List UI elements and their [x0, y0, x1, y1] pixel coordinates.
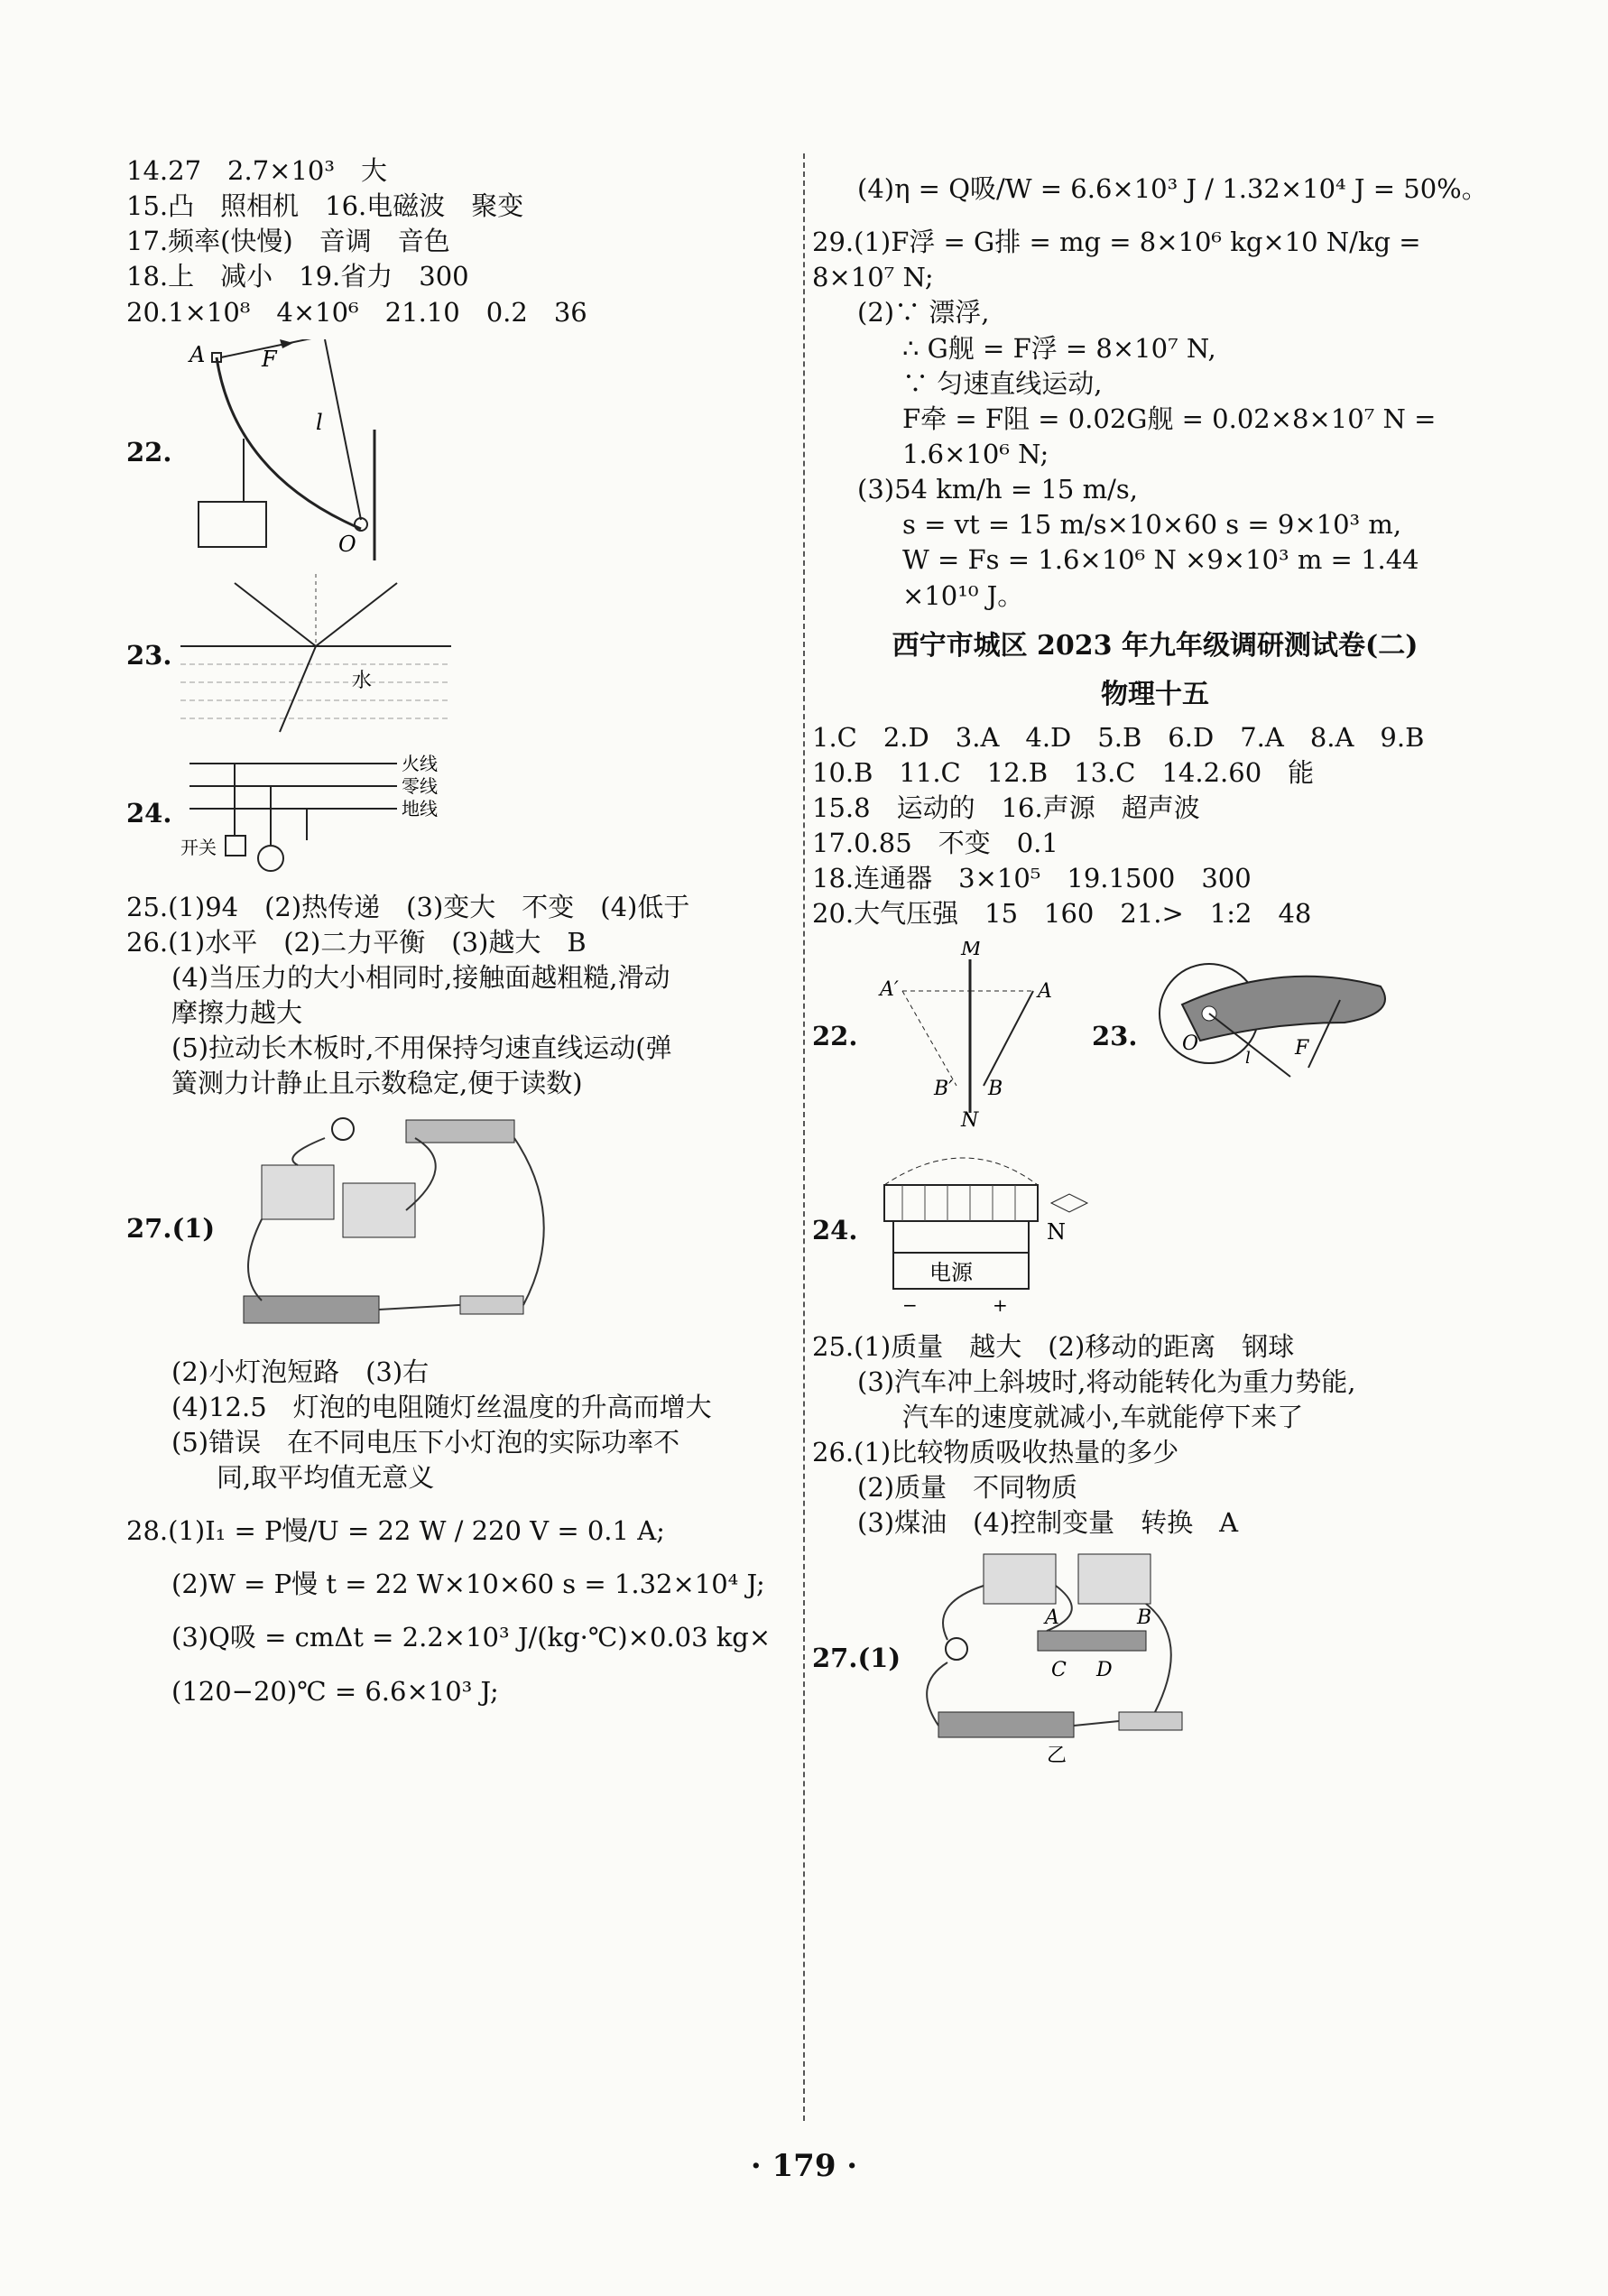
label-n: N: [961, 1108, 979, 1131]
figures-22-23: 22. M A′ A B′ B N 23. O F l: [812, 941, 1498, 1131]
answer-25-c: 汽车的速度就减小,车就能停下来了: [902, 1401, 1304, 1432]
label-a: A: [1045, 1606, 1059, 1630]
answer-25: 25.(1)94 (2)热传递 (3)变大 不变 (4)低于: [126, 891, 690, 922]
answer-17: 17.频率(快慢) 音调 音色: [126, 226, 450, 257]
answer-25-b: (3)汽车冲上斜坡时,将动能转化为重力势能,: [857, 1366, 1356, 1397]
column-divider: [803, 153, 805, 2121]
figure-27-circuit: 27.(1) A B C D 乙: [812, 1550, 1498, 1766]
answer-26-d: (5)拉动长木板时,不用保持匀速直线运动(弹: [171, 1032, 672, 1064]
answer-26-a: 26.(1)比较物质吸收热量的多少: [812, 1436, 1179, 1467]
refraction-diagram: [180, 574, 451, 736]
answer-29-b: (2)∵ 漂浮,: [857, 297, 990, 329]
neutral-wire-label: 零线: [402, 774, 438, 797]
circuit-photo-diagram: [226, 1111, 605, 1346]
answer-28-b: (2)W = P慢 t = 22 W×10×60 s = 1.32×10⁴ J;: [171, 1569, 765, 1600]
label-a: A: [1038, 979, 1052, 1003]
label-d: D: [1096, 1659, 1113, 1682]
right-column: [812, 171, 1498, 1775]
figure-24-wiring: 24. 火线 零线 地线 开关: [126, 745, 794, 881]
label-b: B: [988, 1077, 1003, 1100]
plus-label: +: [993, 1293, 1008, 1316]
label-l: l: [1245, 1048, 1251, 1068]
figure-27-circuit: 27.(1): [126, 1111, 794, 1346]
switch-label: 开关: [180, 836, 217, 858]
answer-29-c: ∴ G舰 = F浮 = 8×10⁷ N,: [902, 332, 1216, 364]
answers-15-16: 15.8 运动的 16.声源 超声波: [812, 792, 1200, 823]
door-handle-lever-diagram: [1146, 950, 1408, 1122]
answer-28-d: (120−20)℃ = 6.6×10³ J;: [171, 1675, 499, 1707]
circuit-photo-diagram-2: [911, 1550, 1218, 1766]
answer-27-c: (4)12.5 灯泡的电阻随灯丝温度的升高而增大: [171, 1391, 712, 1422]
answer-26-b: (2)质量 不同物质: [857, 1472, 1078, 1504]
label-b-prime: B′: [934, 1077, 954, 1100]
live-wire-label: 火线: [402, 752, 438, 774]
answer-26-c: 摩擦力越大: [171, 997, 303, 1029]
household-wiring-diagram: [180, 745, 469, 881]
answer-29-h: W = Fs = 1.6×10⁶ N ×9×10³ m = 1.44 ×10¹⁰ J。: [902, 544, 1428, 611]
answer-27-d: (5)错误 在不同电压下小灯泡的实际功率不: [171, 1426, 680, 1458]
answer-28-a: 28.(1)I₁ = P慢/U = 22 W / 220 V = 0.1 A;: [126, 1515, 665, 1547]
answer-26-c: (3)煤油 (4)控制变量 转换 A: [857, 1507, 1239, 1539]
mirror-image-diagram: [866, 941, 1074, 1131]
answer-26-b: (4)当压力的大小相同时,接触面越粗糙,滑动: [171, 961, 670, 993]
figure-caption: 乙: [1047, 1745, 1067, 1767]
answer-18-19: 18.上 减小 19.省力 300: [126, 261, 469, 292]
label-o: O: [1182, 1032, 1199, 1055]
answer-26-a: 26.(1)水平 (2)二力平衡 (3)越大 B: [126, 926, 587, 958]
water-label: 水: [352, 669, 373, 692]
answer-14-15: 14.27 2.7×10³ 大: [126, 155, 387, 186]
figure-23-refraction: 23. 水: [126, 574, 794, 736]
ground-wire-label: 地线: [402, 797, 438, 819]
answer-28-e: (4)η = Q吸/W = 6.6×10³ J / 1.32×10⁴ J = 50%。: [857, 173, 1488, 204]
page-number: · 179 ·: [750, 2148, 858, 2184]
minus-label: −: [902, 1293, 918, 1316]
label-c: C: [1051, 1659, 1067, 1682]
label-a: A: [189, 341, 206, 367]
power-source-label: 电源: [929, 1259, 973, 1285]
answers-20-21: 20.大气压强 15 160 21.> 1:2 48: [812, 898, 1312, 930]
mc-answers-1-9: 1.C 2.D 3.A 4.D 5.B 6.D 7.A 8.A 9.B: [812, 721, 1425, 753]
answer-17: 17.0.85 不变 0.1: [812, 828, 1058, 859]
answer-27-b: (2)小灯泡短路 (3)右: [171, 1356, 430, 1387]
answer-29-e: F牵 = F阻 = 0.02G舰 = 0.02×8×10⁷ N = 1.6×10⁶ N;: [902, 403, 1445, 469]
solenoid-diagram: [866, 1140, 1137, 1320]
left-column: [126, 153, 794, 1709]
answer-29-d: ∵ 匀速直线运动,: [902, 367, 1103, 399]
answer-28-c: (3)Q吸 = cmΔt = 2.2×10³ J/(kg·℃)×0.03 kg×: [171, 1622, 772, 1653]
answer-27-e: 同,取平均值无意义: [217, 1461, 435, 1493]
answer-25-a: 25.(1)质量 越大 (2)移动的距离 钢球: [812, 1330, 1295, 1362]
label-l: l: [316, 409, 323, 435]
figure-22-lever: 22. A F l O: [126, 339, 794, 565]
label-o: O: [338, 531, 356, 557]
answers-10-14: 10.B 11.C 12.B 13.C 14.2.60 能: [812, 756, 1315, 788]
answer-26-e: 簧测力计静止且示数稳定,便于读数): [171, 1068, 583, 1099]
exam-subtitle: 物理十五: [1101, 678, 1209, 710]
label-m: M: [961, 940, 982, 960]
exam-title: 西宁市城区 2023 年九年级调研测试卷(二): [892, 629, 1419, 662]
lever-diagram: [180, 339, 415, 565]
answer-29-f: (3)54 km/h = 15 m/s,: [857, 474, 1138, 505]
answer-29-a: 29.(1)F浮 = G排 = mg = 8×10⁶ kg×10 N/kg = 8×10⁷ N;: [812, 227, 1429, 293]
answer-15-16: 15.凸 照相机 16.电磁波 聚变: [126, 190, 524, 222]
answer-29-g: s = vt = 15 m/s×10×60 s = 9×10³ m,: [902, 509, 1402, 541]
label-a-prime: A′: [880, 977, 899, 1001]
figure-24-solenoid: 24. N 电源 − +: [812, 1140, 1498, 1320]
label-f: F: [1295, 1036, 1309, 1060]
answer-20-21: 20.1×10⁸ 4×10⁶ 21.10 0.2 36: [126, 296, 587, 328]
label-f: F: [262, 346, 277, 372]
answers-18-19: 18.连通器 3×10⁵ 19.1500 300: [812, 863, 1252, 894]
label-b: B: [1137, 1606, 1152, 1630]
north-pole-label: N: [1047, 1218, 1066, 1245]
